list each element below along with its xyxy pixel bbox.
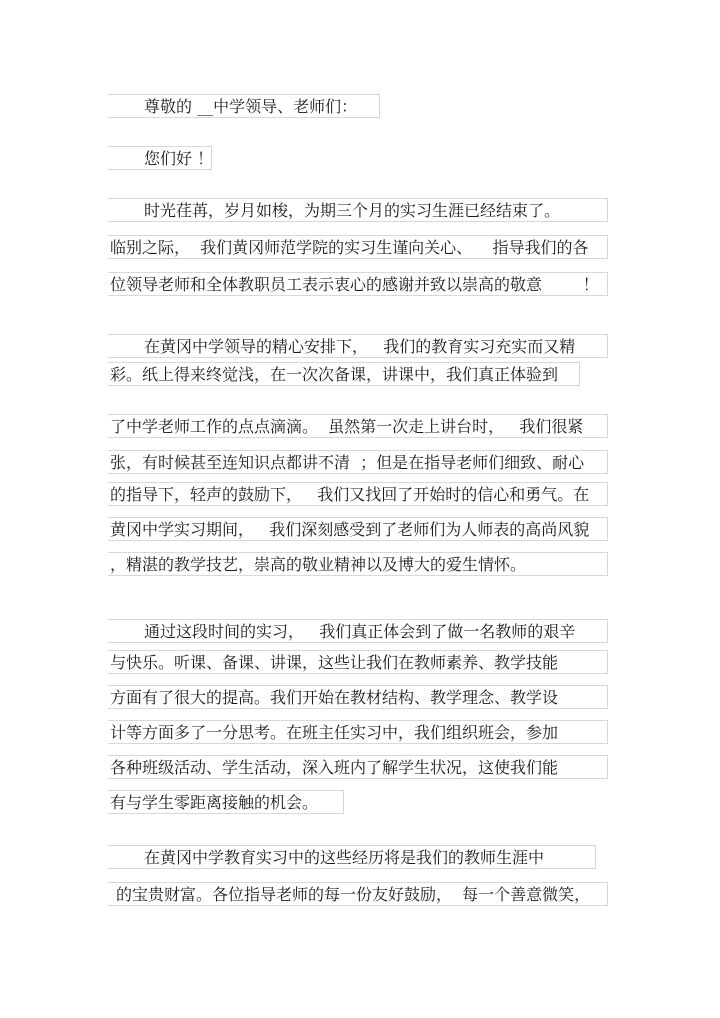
paragraph-4-line-2 (108, 882, 608, 906)
paragraph-text: 在黄冈中学领导的精心安排下， 我们的教育实习充实而又精 (144, 337, 576, 356)
paragraph-3-line-3 (108, 685, 608, 709)
paragraph-3-line-4 (108, 720, 608, 744)
paragraph-text: 计等方面多了一分思考。在班主任实习中，我们组织班会，参加 (110, 723, 559, 742)
greeting-line (108, 146, 212, 170)
paragraph-2-line-5 (108, 482, 608, 506)
paragraph-text: 了中学老师工作的点点滴滴。 虽然第一次走上讲台时， 我们很紧 (110, 417, 584, 436)
paragraph-text: 方面有了很大的提高。我们开始在教材结构、教学理念、教学设 (110, 688, 559, 707)
paragraph-text: 在黄冈中学教育实习中的这些经历将是我们的教师生涯中 (144, 848, 545, 867)
paragraph-text: 临别之际， 我们黄冈师范学院的实习生谨向关心、 指导我们的各 (110, 238, 589, 257)
paragraph-1-line-3 (108, 272, 608, 296)
salutation-line (108, 94, 380, 118)
paragraph-text: 时光荏苒，岁月如梭，为期三个月的实习生涯已经结束了。 (144, 201, 561, 220)
paragraph-3-line-2 (108, 650, 608, 674)
paragraph-text: ，精湛的教学技艺，崇高的敬业精神以及博大的爱生情怀。 (110, 555, 527, 574)
paragraph-2-line-3 (108, 414, 608, 438)
paragraph-text: 有与学生零距离接触的机会。 (110, 793, 319, 812)
greeting-text: 您们好 ！ (144, 149, 214, 168)
paragraph-text: 各种班级活动、学生活动，深入班内了解学生状况，这使我们能 (110, 758, 559, 777)
paragraph-2-line-6 (108, 517, 608, 541)
paragraph-1-line-2 (108, 235, 608, 259)
paragraph-text: 的指导下，轻声的鼓励下， 我们又找回了开始时的信心和勇气。在 (110, 485, 590, 504)
paragraph-2-line-4 (108, 450, 608, 474)
paragraph-4-line-1 (108, 845, 596, 869)
paragraph-text: 的宝贵财富。各位指导老师的每一份友好鼓励， 每一个善意微笑， (116, 885, 591, 904)
paragraph-2-line-1 (108, 334, 608, 358)
paragraph-3-line-5 (108, 755, 608, 779)
paragraph-2-line-7 (108, 552, 608, 576)
paragraph-2-line-2 (108, 362, 580, 386)
paragraph-text: 位领导老师和全体教职员工表示衷心的感谢并致以崇高的敬意 ！ (110, 275, 599, 294)
paragraph-text: 通过这段时间的实习， 我们真正体会到了做一名教师的艰辛 (144, 622, 576, 641)
paragraph-3-line-1 (108, 619, 608, 643)
paragraph-text: 与快乐。听课、备课、讲课，这些让我们在教师素养、教学技能 (110, 653, 559, 672)
paragraph-3-line-6 (108, 790, 344, 814)
salutation-text: 尊敬的 __中学领导、老师们： (144, 97, 358, 116)
paragraph-text: 彩。纸上得来终觉浅，在一次次备课，讲课中，我们真正体验到 (110, 365, 559, 384)
paragraph-text: 张，有时候甚至连知识点都讲不清 ；但是在指导老师们细致、耐心 (110, 453, 585, 472)
paragraph-text: 黄冈中学实习期间， 我们深刻感受到了老师们为人师表的高尚风貌 (110, 520, 590, 539)
paragraph-1-line-1 (108, 198, 608, 222)
